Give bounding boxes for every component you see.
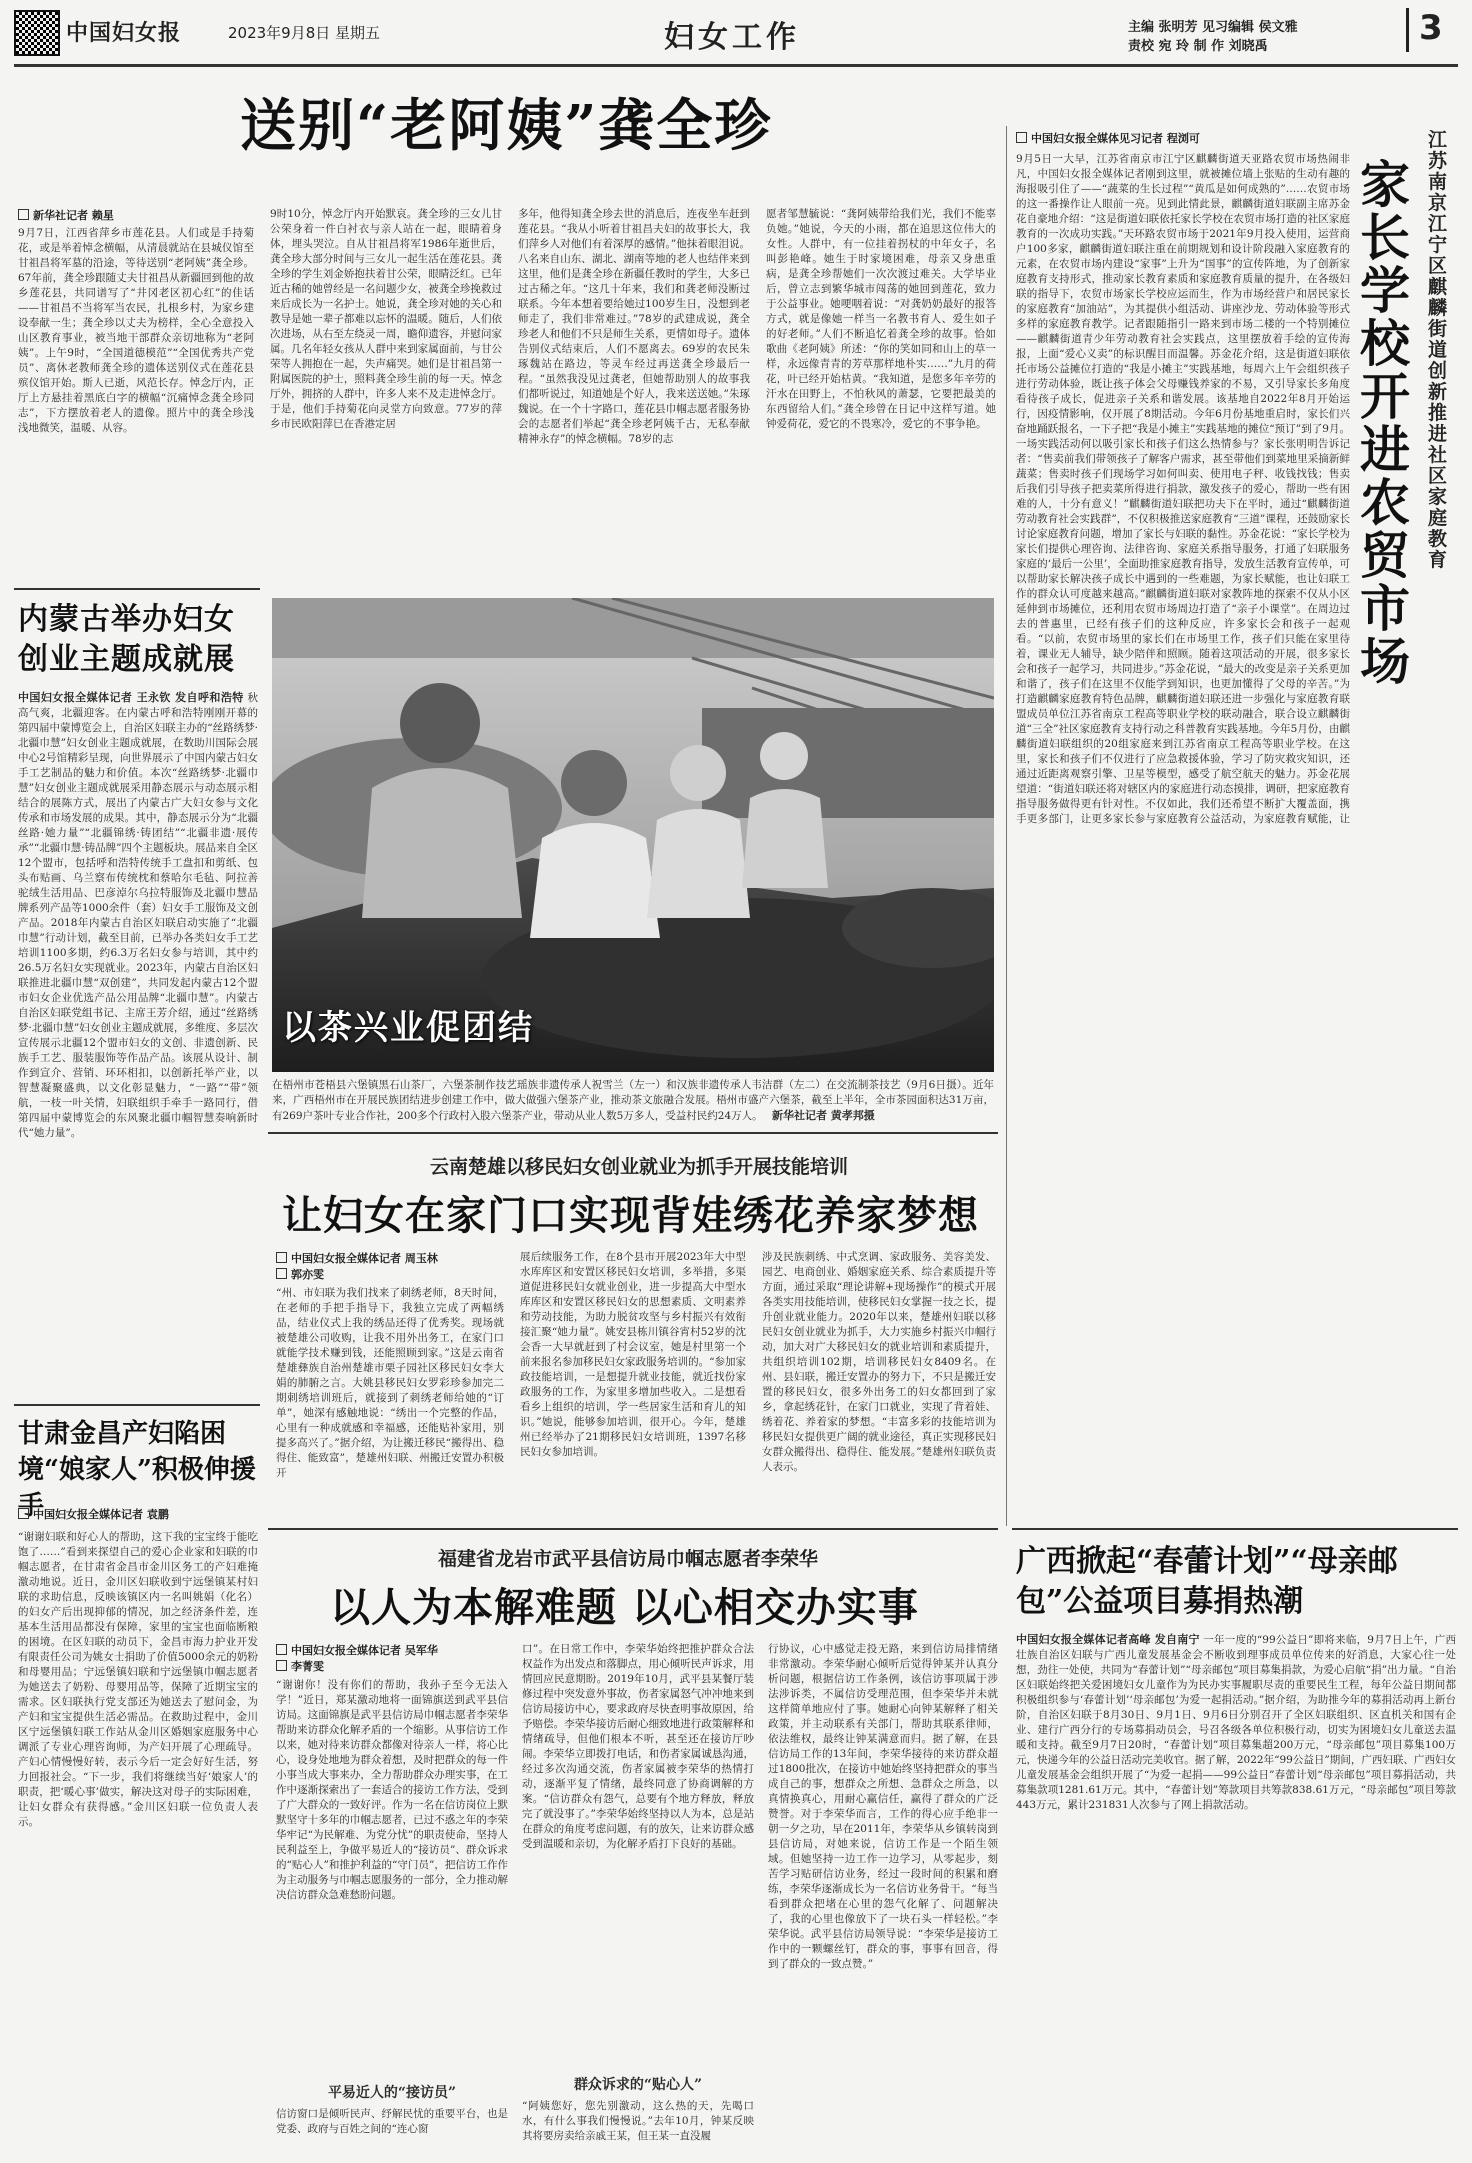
yunnan-kicker: 云南楚雄以移民妇女创业就业为抓手开展技能培训 — [430, 1156, 849, 1178]
masthead — [0, 0, 1472, 64]
neimenggu-text: 秋高气爽，北疆迎客。在内蒙古呼和浩特刚刚开幕的第四届中蒙博览会上，自治区妇联主办的“丝路绣梦·北疆巾慧”妇女创业主题成就展，在数助川国际会展中心2号馆精彩呈现，向世界展示了中国内蒙古妇女手工艺制品的魅力和价值。本次“丝路绣梦·北疆巾慧”妇女创业主题成就展采用静态展示与动态展示相结合的展陈方式，展出了内蒙古广大妇女参与文化传承和市场发展的成果。其中，静态展示分为“北疆丝路·她力量”“北疆锦绣·铸团结”“北疆非遗·展传承”“北疆巾慧·铸品牌”四个主题板块。展品来自全区12个盟市，包括呼和浩特传统手工盘扣和剪纸、包头布贴画、乌兰察布传统枕和蔡哈尔毛毡、阿拉善驼绒生活用品、巴彦淖尔乌拉特服饰及北疆巾慧品牌系列产品等1000余件（套）妇女手工服饰及文创产品。2018年内蒙古自治区妇联启动实施了“北疆巾慧”行动计划，截至目前，已举办各类妇女手工艺培训1100多期，约6.3万名妇女参与培训，其中约26.5万名妇女实现就业。2023年，内蒙古自治区妇联推进北疆巾慧“双创建”，共同发起内蒙古12个盟市妇女企业优选产品公用品牌“北疆巾慧”。内蒙古自治区妇联党组书记、主席王芳介绍，通过“丝路绣梦·北疆巾慧”妇女创业主题成就展，多维度、多层次宣传展示北疆12个盟市妇女的文创、非遗创新、民族手工艺、服装服饰等作品产品。该展从设计、制作到宣介、营销、环环相扣，以创新托举产业，以智慧凝聚盛典，以文化彰显魅力，“一路”“带”领航，一枝一叶关情，妇联组织手牵手一路同行，借第四届中蒙博览会的东风聚北疆巾帼智慧奏响新时代“她力量”。 — [18, 692, 258, 1139]
fujian-col-1 — [276, 1678, 508, 2156]
neimenggu-headline: 内蒙古举办妇女创业主题成就展 — [18, 602, 235, 677]
fujian-col-2b-text: “阿姨您好，您先别激动，这么热的天，先喝口水，有什么事我们慢慢说。”去年10月，钟某反映其将要房卖给亲戚王某，但王某一直没履 — [522, 2100, 754, 2142]
guangxi-body — [1016, 1632, 1456, 2156]
guangxi-text: 一年一度的“99公益日”即将来临，9月7日上午，广西壮族自治区妇联与广西儿童发展基金会不断收到理事成员单位传来的好消息，大家心往一处想，劲往一处使，共同为“春蕾计划”“母亲邮包”项目募集捐款，为爱心启航“捐”出力量。“自治区妇联始终把关爱困境妇女儿童作为为民办实事履职尽责的重要民生工程，每年公益日期间都积极组织参与‘春蕾计划’‘母亲邮包’为爱一起捐活动。”据介绍，为助推今年的募捐活动再上新台阶，自治区妇联于8月30日、9月1日、9月6日分别召开了全区妇联组织、区直机关和国有企业、建行广西分行的专场募捐动员会，号召各级各单位积极行动，切实为困境妇女儿童送去温暖和支持。截至9月7日20时，“春蕾计划”项目募集超200万元，“母亲邮包”项目募集100万元，快递今年的公益日活动完美收官。据了解，2022年“99公益日”期间，广西妇联、广西妇女儿童发展基金会组织开展了“为爱一起捐——99公益日”春蕾计划“母亲邮包”项目募捐活动，共募集款项1281.61万元。其中，“春蕾计划”筹款项目共筹款838.61万元，“母亲邮包”项目筹款443万元，累计231831人次参与了网上捐款活动。 — [1016, 1634, 1456, 1811]
fujian-subhead-1: 平易近人的“接访员” — [327, 2085, 457, 2101]
neimenggu-byline: 中国妇女报全媒体记者 王永钦 发自呼和浩特 — [18, 691, 244, 704]
jiangsu-col-bottom — [1016, 828, 1458, 1518]
photo-credit: 新华社记者 黄孝邦摄 — [771, 1109, 875, 1122]
photo-caption — [272, 1078, 994, 1122]
fujian-kicker: 福建省龙岩市武平县信访局巾帼志愿者李荣华 — [438, 1548, 819, 1570]
jiangsu-bottom-rule — [1012, 1528, 1458, 1530]
gansu-byline: 中国妇女报全媒体记者 袁鹏 — [18, 1506, 169, 1522]
guangxi-byline: 中国妇女报全媒体记者高峰 发自南宁 — [1016, 1633, 1200, 1646]
issue-date: 2023年9月8日 星期五 — [228, 24, 381, 42]
editors-line-1: 主编 张明芳 见习编辑 侯文雅 — [1128, 20, 1298, 35]
main-col-3: 多年，他得知龚全珍去世的消息后，连夜坐车赶到莲花县。“我从小听着甘祖昌夫妇的故事长大，我们萍乡人对他们有着深厚的感情。”他抹着眼泪说。八名来自山东、湖北、湖南等地的老人也结伴来到这里，他们是龚全珍在新疆任教时的学生，大多已过古稀之年。“这几十年来，我们和龚老师没断过联系。今年本想着要给她过100岁生日，没想到老师走了，我们非常难过。”78岁的武建成说，龚全珍老人和他们不只是师生关系，更情如母子。遗体告别仪式结束后，人们不愿离去。69岁的农民朱琢魏站在路边，等灵车经过再送龚全珍最后一程。“虽然我没见过龚老，但她帮助别人的故事我们都听说过，知道她是个好人，我来送送她。”朱琢魏说。在一个十字路口，莲花县巾帼志愿者服务协会的志愿者们举起“龚全珍老阿姨千古，无私奉献精神永存”的悼念横幅。78岁的志 — [518, 208, 750, 445]
jiangsu-kicker: 江苏南京江宁区麒麟街道创新推进社区家庭教育 — [1428, 129, 1448, 571]
guangxi-headline: 广西掀起“春蕾计划”“母亲邮包”公益项目募捐热潮 — [1016, 1544, 1398, 1619]
yunnan-col-1: “州、市妇联为我们找来了刺绣老师，8天时间，在老师的手把手指导下，我独立完成了两幅绣品，结业仪式上我的绣品还得了优秀奖。现场就被楚雄公司收购，让我不用外出务工，在家门口就能学技术赚到钱，还能照顾到家。”这是云南省楚雄彝族自治州楚雄市栗子园社区移民妇女李大娟的肺腑之言。大姚县移民妇女罗彩珍参加完二期刺绣培训班后，就接到了刺绣老师给她的“订单”，她深有感触地说：“绣出一个完整的作品，心里有一种成就感和幸福感，还能贴补家用，别提多高兴了。”据介绍，为让搬迁移民“搬得出、稳得住、能致富”，楚雄州妇联、州搬迁安置办积极开 — [276, 1287, 504, 1479]
yunnan-col-2: 展后续服务工作，在8个县市开展2023年大中型水库库区和安置区移民妇女培训，多举措，多渠道促进移民妇女就业创业，进一步提高大中型水库库区和安置区移民妇女的思想素质、文明素养和劳动技能，为助力脱贫攻坚与乡村振兴有效衔接汇聚“她力量”。姚安县栋川镇谷宵村52岁的沈会香一大早就赶到了村会议室，她是村里第一个前来报名参加移民妇女家政服务培训的。“参加家政技能培训，一是想提升就业技能，就近找份家政服务的工作，为家里多增加些收入。二是想看看乡上组织的培训，学一些居家生活和育儿的知识。”她说，能够参加培训，很开心。今年，楚雄州已经举办了21期移民妇女培训班，1397名移民妇女参加培训。 — [520, 1251, 746, 1458]
right-column-divider — [1006, 126, 1007, 1526]
yunnan-bottom-rule — [268, 1528, 998, 1530]
newspaper-logo: 中国妇女报 — [66, 20, 182, 46]
main-col-2: 9时10分，悼念厅内开始默哀。龚全珍的三女儿甘公荣身着一件白衬衣与亲人站在一起，眼睛着身体，埋头哭泣。自从甘祖昌将军1986年逝世后，龚全珍大部分时间与三女儿一起生活在莲花县。龚全珍的学生刘金娇抱扶着甘公荣，眼睛泛红。已年近古稀的她曾经是一名问题少女，被龚全珍挽救过来后成长为一名护士。她说，龚全珍对她的关心和教导是她一辈子都难以忘怀的温暖。随后，人们依次进场，从右至左绕灵一周，瞻仰遗容，并慰问家属。几名年轻女孩从人群中来到家属面前，与甘公荣等人拥抱在一起，失声痛哭。她们是甘祖昌第一附属医院的护士，照料龚全珍生前的每一天。悼念厅外，拥挤的人群中，许多人来不及走进悼念厅。于是，他们手持菊花向灵堂方向致意。77岁的萍乡市民欧阳萍巳在香港定居 — [270, 208, 502, 430]
editors-line-2: 责校 宛 玲 制 作 刘晓禹 — [1128, 39, 1268, 54]
fujian-col-1-text: “谢谢你！没有你们的帮助，我孙子至今无法入学！”近日，郑某激动地将一面锦旗送到武平县信访局。这面锦旗是武平县信访局巾帼志愿者李荣华帮助来访群众化解矛盾的一个缩影。从事信访工作以来，她对待来访群众都像对待亲人一样，将心比心，设身处地地为群众着想，及时把群众的每一件小事当成大事来办，全力帮助群众办理实事，在工作中逐渐探索出了一套适合的接访工作方法，受到了广大群众的一致好评。作为一名在信访岗位上默默坚守十多年的巾帼志愿者，已过不惑之年的李荣华牢记“为民解难、为党分忧”的职责使命，坚持人民利益至上，争做平易近人的“接访员”、群众诉求的“贴心人”和推护利益的“守门员”，把信访工作作为主动服务与巾帼志愿服务的一部分，全力推动解决信访群众急难愁盼问题。 — [276, 1679, 508, 1901]
photo-overlay-caption: 以茶兴业促团结 — [282, 1008, 534, 1048]
main-byline: 新华社记者 赖星 — [18, 207, 114, 223]
fujian-byline-2: 李菁雯 — [276, 1658, 324, 1674]
jiangsu-headline: 家长学校开进农贸市场 — [1360, 155, 1410, 691]
masthead-rule — [14, 64, 1458, 67]
fujian-byline-1: 中国妇女报全媒体记者 吴军华 — [276, 1642, 438, 1658]
yunnan-col-3: 涉及民族刺绣、中式烹调、家政服务、美容美发、园艺、电商创业、婚姻家庭关系、综合素质提升等方面，通过采取“理论讲解+现场操作”的模式开展各类实用技能培训，使移民妇女掌握一技之长，提升创业就业能力。2020年以来，楚雄州妇联以移民妇女创业就业为抓手，大力实施乡村振兴巾帼行动，加大对广大移民妇女的就业培训和素质提升，共组织培训102期，培训移民妇女8409名。在州、县妇联，搬迁安置办的努力下，不只是搬迁安置的移民妇女，很多外出务工的妇女都回到了家乡，拿起绣花针，在家门口就业，实现了背着娃、绣着花、养着家的梦想。“丰富多彩的技能培训为移民妇女提供更广阔的就业途径，真正实现移民妇女群众搬得出、稳得住、能发展。”楚雄州妇联负责人表示。 — [762, 1251, 996, 1473]
main-col-1: 9月7日，江西省萍乡市莲花县。人们或是手持菊花，或是举着悼念横幅，从清晨就站在县城仪馆至甘祖昌将军墓的沿途，等待送别“老阿姨”龚全珍。67年前，龚全珍跟随丈夫甘祖昌从新疆回到他的故乡莲花县，共同谱写了“井冈老区初心红”的佳话——甘祖昌不当将军当农民，扎根乡村，为家乡建设奉献一生；龚全珍以丈夫为榜样，全心全意投入山区教育事业，被当地干部群众亲切地称为“老阿姨”。上午9时，“全国道德模范”“全国优秀共产党员”、离休老教师龚全珍的遗体送别仪式在莲花县殡仪馆开始。斯人已逝，风范长存。悼念厅内，正厅上方悬挂着黑底白字的横幅“沉痛悼念龚全珍同志”，下方摆放着老人的遗像。照片中的龚全珍浅浅地微笑，温暖、从容。 — [18, 227, 254, 434]
section-name: 妇女工作 — [664, 20, 800, 55]
tea-photo — [272, 598, 994, 1072]
yunnan-headline: 让妇女在家门口实现背娃绣花养家梦想 — [282, 1192, 979, 1239]
fujian-col-3: 行协议，心中感觉走投无路，来到信访局排情绪非常激动。李荣华耐心倾听后觉得钟某并认真分析问题，根据信访工作条例，该信访事项属于涉法涉诉类，不属信访受理范围，但李荣华并未就这样简单地应付了事。她耐心向钟某解释了相关政策，并主动联系有关部门，帮助其联系律师，依法维权，最终让钟某满意而归。据了解，在县信访局工作的13年间，李荣华接待的来访群众超过1800批次，在接访中她始终坚持把群众的事当成自己的事，想群众之所想、急群众之所急，以真情换真心，用耐心赢信任，赢得了群众的广泛赞誉。对于李荣华而言，工作的得心应手绝非一朝一夕之功，早在2011年，李荣华从乡镇转岗到县信访局，对她来说，信访工作是一个陌生领域。但她坚持一边工作一边学习，从零起步，刻苦学习贴研信访业务，经过一段时间的积累和磨练，李荣华逐渐成长为一名信访业务骨干。“每当看到群众把堵在心里的怨气化解了、问题解决了，我的心里也像放下了一块石头一样轻松。”李荣华说。武平县信访局领导说：“李荣华是接访工作中的一颗螺丝钉，群众的事，事事有回音，得到了群众的一致点赞。” — [768, 1643, 998, 1970]
jiangsu-byline: 中国妇女报全媒体见习记者 程浏可 — [1016, 130, 1200, 146]
qr-code-icon — [14, 10, 60, 56]
main-headline: 送别“老阿姨”龚全珍 — [240, 93, 773, 159]
gansu-headline: 甘肃金昌产妇陷困境“娘家人”积极伸援手 — [18, 1419, 256, 1521]
fujian-headline: 以人为本解难题 以心相交办实事 — [330, 1584, 919, 1631]
yunnan-byline-1: 中国妇女报全媒体记者 周玉林 — [276, 1250, 438, 1266]
fujian-col-1b-text: 信访窗口是倾听民声、纾解民忧的重要平台，也是党委、政府与百姓之间的“连心窗 — [276, 2108, 508, 2135]
fujian-col-2 — [522, 1642, 754, 2156]
yunnan-byline-2: 郭亦雯 — [276, 1266, 324, 1282]
photo-bottom-rule — [268, 1132, 998, 1134]
jiangsu-col-top: 9月5日一大早，江苏省南京市江宁区麒麟街道天亚路农贸市场热闹非凡，中国妇女报全媒体记者刚到这里，就被摊位墙上张贴的生动有趣的海报吸引住了——“蔬菜的生长过程”“黄瓜是如何成熟的”……农贸市场的这一番操作让人眼前一亮。见到此情此景，麒麟街道妇联副主席苏金花自豪地介绍：“这是街道妇联依托家长学校在农贸市场打造的社区家庭教育的一次成功实践。”天环路农贸市场于2021年9月投入使用，运营商户100多家，麒麟街道妇联注重在前期规划和设计阶段融入家庭教育的元素，在农贸市场内建设“家事”上升为“国事”的宣传阵地，为了创新家庭教育支持形式，推动家长教育素质和家庭教育质量的提升，在各级妇联的指导下，农贸市场家长学校应运而生，作为市场经营户和居民家长的家庭教育“加油站”，为其提供小组活动、讲座沙龙、劳动体验等形式多样的家庭教育教学。记者跟随指引一路来到市场二楼的一个特别摊位——麒麟街道青少年劳动教育社会实践点，这里摆放着手绘的宣传海报，上面“爱心义卖”的标识醒目而温馨。苏金花介绍，这是街道妇联依托市场公益摊位打造的“我是小摊主”实践基地，每周六上午会组织孩子进行劳动体验，既让孩子体会父母赚钱养家的不易，又引导家长多角度看待孩子成长，促进亲子关系和谐发展。该基地自2022年8月开始运行，因疫情影响，仅开展了8期活动。今年6月份基地重启时，家长们兴奋地踊跃报名，一下子把“我是小摊主”实践基地的摊位“预订”到了9月。一场实践活动何以吸引家长和孩子们这么热情参与？家长张明明告诉记者：“售卖前我们带领孩子了解客户需求，甚至带他们到菜地里采摘新鲜蔬菜；售卖时孩子们现场学习如何叫卖、使用电子秤、收钱找钱；售卖后我们引导孩子把卖菜所得进行捐款，激发孩子的爱心，帮助一些有困难的人，十分有意义！”麒麟街道妇联把功夫下在平时，通过“麒麟街道劳动教育社会实践群”，不仅积极推送家庭教育“三道”课程，还鼓励家长讨论家庭教育问题，增加了家长与妇联的黏性。苏金花说：“家长学校为家长们提供心理咨询、法律咨询、家庭关系指导服务，打通了妇联服务家庭的‘最后一公里’，全面助推家庭教育指导，发放生活教育宣传单，可以帮助家长解决孩子成长中遇到的一些难题，为家长赋能，也让妇联工作的群众认可度越来越高。”麒麟街道妇联对家教阵地的探索不仅从小区延伸到市场摊位，还利用农贸市场周边打造了“亲子小课堂”。在周边过去的普惠里，已经有孩子们的这种反应，许多家长会和孩子一起观看。“以前，农贸市场里的家长们在市场里工作，孩子们只能在家里待着，课业无人辅导，缺少陪伴和照顾。随着这项活动的开展，很多家长会和孩子一起学习，共同进步。”苏金花说，“最大的改变是亲子关系更加和谐了，孩子们在这里不仅能学到知识，也更加懂得了父母的辛苦。”为打造麒麟家庭教育特色品牌，麒麟街道妇联还进一步强化与家庭教育联盟成员单位江苏省南京工程高等职业学校的联动融合，联合设立麒麟街道“三全”社区家庭教育支持行动之科普教育实践基地。今年5月份，由麒麟街道妇联组织的20组家庭来到江苏省南京工程高等职业学校。在这里，家长和孩子们不仅进行了应急救援体验，学习了防灾救灾知识，还通过近距离观察引擎、卫星等模型，感受了航空航天的魅力。苏金花展望道：“街道妇联还将对辖区内的家庭进行动态摸排，调研，把家庭教育指导服务做得更有针对性。不仅如此，我们还希望不断扩大覆盖面，携手更多部门，让更多家长参与家庭教育公益活动，为家庭教育赋能，让 — [1016, 153, 1350, 825]
fujian-subhead-2: 群众诉求的“贴心人” — [573, 2077, 703, 2093]
photo-caption-text: 在梧州市苍梧县六堡镇黑石山茶厂，六堡茶制作技艺瑶族非遗传承人祝雪兰（左一）和汉族非遗传承人韦洁群（左二）在交流制茶技艺（9月6日摄）。近年来，广西梧州市在开展民族团结进步创建工作中，做大做强六堡茶产业，推动茶文旅融合发展。梧州市盛产六堡茶，截至上半年，全市茶园面积达31万亩，有269户茶叶专业合作社，200多个行政村入股六堡茶产业，带动从业人数5万多人，受益村民约24万人。 — [272, 1079, 994, 1122]
main-bottom-rule — [14, 588, 260, 590]
main-col-4: 愿者邹慧毓说：“龚阿姨带给我们光，我们不能辜负她。”她说，今天的小雨，都在追思这位伟大的女性。人群中，有一位挂着拐杖的中年女子，名叫彭艳峰。她生于时家境困难，母亲又身患重病，是龚全珍帮她们一次次渡过难关。大学毕业后，曾立志到繁华城市闯荡的她回到莲花，致力于公益事业。她哽咽着说：“对龚奶奶最好的报答方式，就是像她一样当一名教书育人、爱生如子的好老师。”人们不断追忆着龚全珍的故事。恰如歌曲《老阿姨》所述：“你的笑如同和山上的草一样，永远像青青的芳草那样地朴实……”九月的荷花，叶已经开始枯黄。“我知道，是您多年辛劳的汗水在田野上，不怕秋风的萧瑟，它要把最美的东西留给人们。”龚全珍曾在日记中这样写道。她钟爱荷花，爱它的不畏寒冷，爱它的不事争艳。 — [766, 208, 996, 430]
page-number: 3 — [1406, 8, 1443, 52]
gansu-body: “谢谢妇联和好心人的帮助，这下我的宝宝终于能吃饱了……”看到来探望自己的爱心企业家和妇联的巾帼志愿者，在甘肃省金昌市金川区务工的产妇难掩激动地说。近日，金川区妇联收到宁远堡镇某村妇联的求助信息，反映该镇区内一名叫姚娟（化名）的妇女产后出现抑郁的情况，加之经济条件差，连基本生活用品都没有保障，家里的宝宝也面临断粮的困境。在区妇联的动员下，金昌市海力护业开发有限责任公司为姚女士捐助了价值5000余元的奶粉和母婴用品；宁远堡镇妇联和宁远堡镇巾帼志愿者为她送去了奶粉、母婴用品等，保障了近期宝宝的需求。区妇联执行党支部还为她送去了慰问金，为产妇和宝宝提供生活必需品。在救助过程中，金川区宁远堡镇妇联工作站从金川区婚姻家庭服务中心调派了专业心理咨询师，为产妇开展了心理疏导。产妇心情慢慢好转，表示今后一定会好好生活，努力回报社会。“下一步，我们将继续当好‘娘家人’的职责，把‘暖心事’做实，解决这对母子的实际困难，让妇女群众有获得感。”金川区妇联一位负责人表示。 — [18, 1531, 258, 1828]
fujian-col-2-text: 口”。在日常工作中，李荣华始终把推护群众合法权益作为出发点和落脚点，用心倾听民声诉求，用情回应民意期盼。2019年10月，武平县某餐厅装修过程中突发意外事故，伤者家属怒气冲冲地来到信访局接访中心，要求政府尽快查明事故原因，给予赔偿。李荣华接访后耐心细致地进行政策解释和情绪疏导，但他们根本不听，甚至还在接访厅吵闹。李荣华立即拨打电话，和伤者家属诚恳沟通，经过多次沟通交流，伤者家属被李荣华的热情打动，逐渐平复了情绪，最终同意了协商调解的方案。“信访群众有怨气，总要有个地方释放，释放完了就没事了。”李荣华始终坚持以人为本，总是站在群众的角度考虑问题，有的放矢，让来访群众感受到温暖和亲切，为化解矛盾打下良好的基础。 — [522, 1643, 754, 1850]
